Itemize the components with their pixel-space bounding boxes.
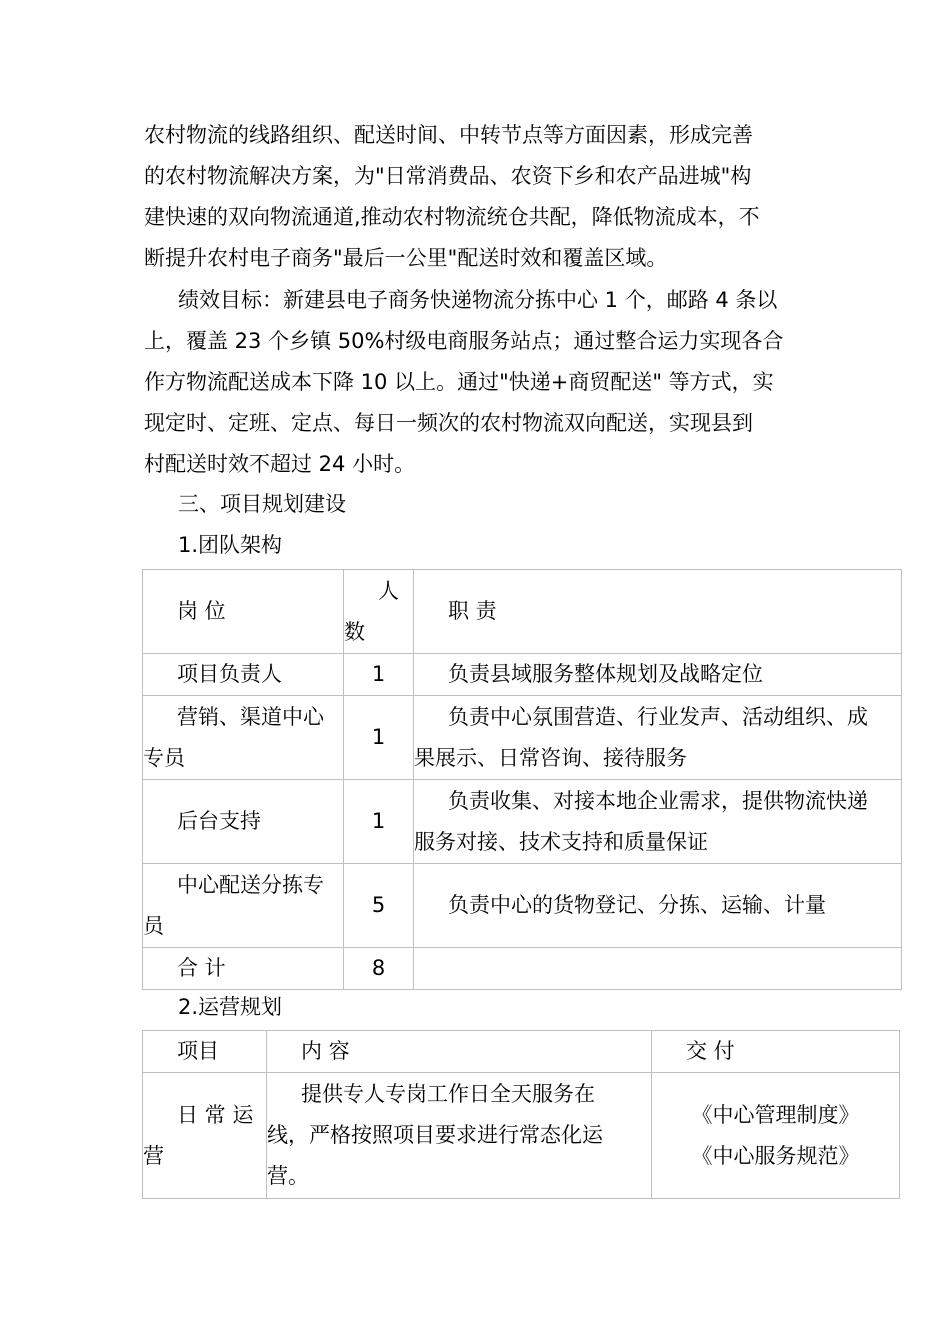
header-count-line2: 数 xyxy=(344,619,365,644)
table-row xyxy=(143,696,902,780)
cell-post-line2: 专员 xyxy=(143,745,185,770)
section-heading-project-planning: 三、项目规划建设 xyxy=(178,492,346,516)
cell-post: 后台支持 xyxy=(143,780,344,864)
cell-duty xyxy=(414,696,902,780)
text-line: 上，覆盖 23 个乡镇 50%村级电商服务站点；通过整合运力实现各合 xyxy=(144,329,784,353)
cell-post-line2: 员 xyxy=(143,913,164,938)
cell-content-line3: 营。 xyxy=(267,1164,309,1188)
cell-count: 5 xyxy=(344,864,414,948)
cell-duty-line1: 负责中心氛围营造、行业发声、活动组织、成 xyxy=(448,704,868,729)
text-line: 断提升农村电子商务"最后一公里"配送时效和覆盖区域。 xyxy=(144,246,668,270)
table-header-row xyxy=(143,1031,900,1073)
cell-item-line1: 日 常 运 xyxy=(177,1102,254,1127)
cell-duty-line2: 果展示、日常咨询、接待服务 xyxy=(414,745,687,770)
subheading-team-structure: 1.团队架构 xyxy=(178,533,283,557)
cell-item xyxy=(143,1073,267,1199)
cell-duty-line2: 服务对接、技术支持和质量保证 xyxy=(414,829,708,854)
cell-post-line1: 中心配送分拣专 xyxy=(177,872,324,897)
header-item: 项目 xyxy=(143,1031,267,1073)
cell-post: 项目负责人 xyxy=(143,654,344,696)
subheading-operations-plan: 2.运营规划 xyxy=(178,995,283,1019)
text-line: 绩效目标：新建县电子商务快递物流分拣中心 1 个，邮路 4 条以 xyxy=(178,288,778,312)
cell-total-count: 8 xyxy=(344,948,414,990)
cell-duty: 负责中心的货物登记、分拣、运输、计量 xyxy=(414,864,902,948)
cell-duty xyxy=(414,780,902,864)
team-structure-table xyxy=(142,569,902,990)
header-content: 内 容 xyxy=(267,1031,652,1073)
table-header-row xyxy=(143,570,902,654)
header-duty: 职 责 xyxy=(414,570,902,654)
text-line: 作方物流配送成本下降 10 以上。通过"快递+商贸配送" 等方式，实 xyxy=(144,370,774,394)
header-count xyxy=(344,570,414,654)
cell-post-line1: 营销、渠道中心 xyxy=(177,704,324,729)
cell-post xyxy=(143,696,344,780)
header-count-line1: 人 xyxy=(378,578,399,603)
cell-total-label: 合 计 xyxy=(143,948,344,990)
paragraph-performance-goals xyxy=(144,280,806,485)
paragraph-logistics-solution xyxy=(144,115,806,279)
table-row xyxy=(143,654,902,696)
cell-duty: 负责县域服务整体规划及战略定位 xyxy=(414,654,902,696)
cell-duty-line1: 负责收集、对接本地企业需求，提供物流快递 xyxy=(448,788,868,813)
cell-deliver-line1: 《中心管理制度》 xyxy=(691,1102,860,1127)
cell-count: 1 xyxy=(344,654,414,696)
cell-deliver xyxy=(652,1073,900,1199)
header-deliver: 交 付 xyxy=(652,1031,900,1073)
table-row xyxy=(143,864,902,948)
table-row xyxy=(143,780,902,864)
cell-content xyxy=(267,1073,652,1199)
text-line: 现定时、定班、定点、每日一频次的农村物流双向配送，实现县到 xyxy=(144,411,753,435)
cell-post xyxy=(143,864,344,948)
table-row xyxy=(143,1073,900,1199)
text-line: 建快速的双向物流通道,推动农村物流统仓共配，降低物流成本，不 xyxy=(144,205,760,229)
table-total-row xyxy=(143,948,902,990)
operations-plan-table xyxy=(142,1030,900,1199)
cell-deliver-line2: 《中心服务规范》 xyxy=(691,1143,860,1168)
cell-count: 1 xyxy=(344,780,414,864)
cell-content-line1: 提供专人专岗工作日全天服务在 xyxy=(301,1082,595,1106)
header-post: 岗 位 xyxy=(143,570,344,654)
text-line: 村配送时效不超过 24 小时。 xyxy=(144,452,416,476)
cell-total-duty xyxy=(414,948,902,990)
cell-content-line2: 线，严格按照项目要求进行常态化运 xyxy=(267,1123,603,1147)
text-line: 的农村物流解决方案，为"日常消费品、农资下乡和农产品进城"构 xyxy=(144,164,752,188)
text-line: 农村物流的线路组织、配送时间、中转节点等方面因素，形成完善 xyxy=(144,123,753,147)
cell-item-line2: 营 xyxy=(143,1143,164,1168)
cell-count: 1 xyxy=(344,696,414,780)
